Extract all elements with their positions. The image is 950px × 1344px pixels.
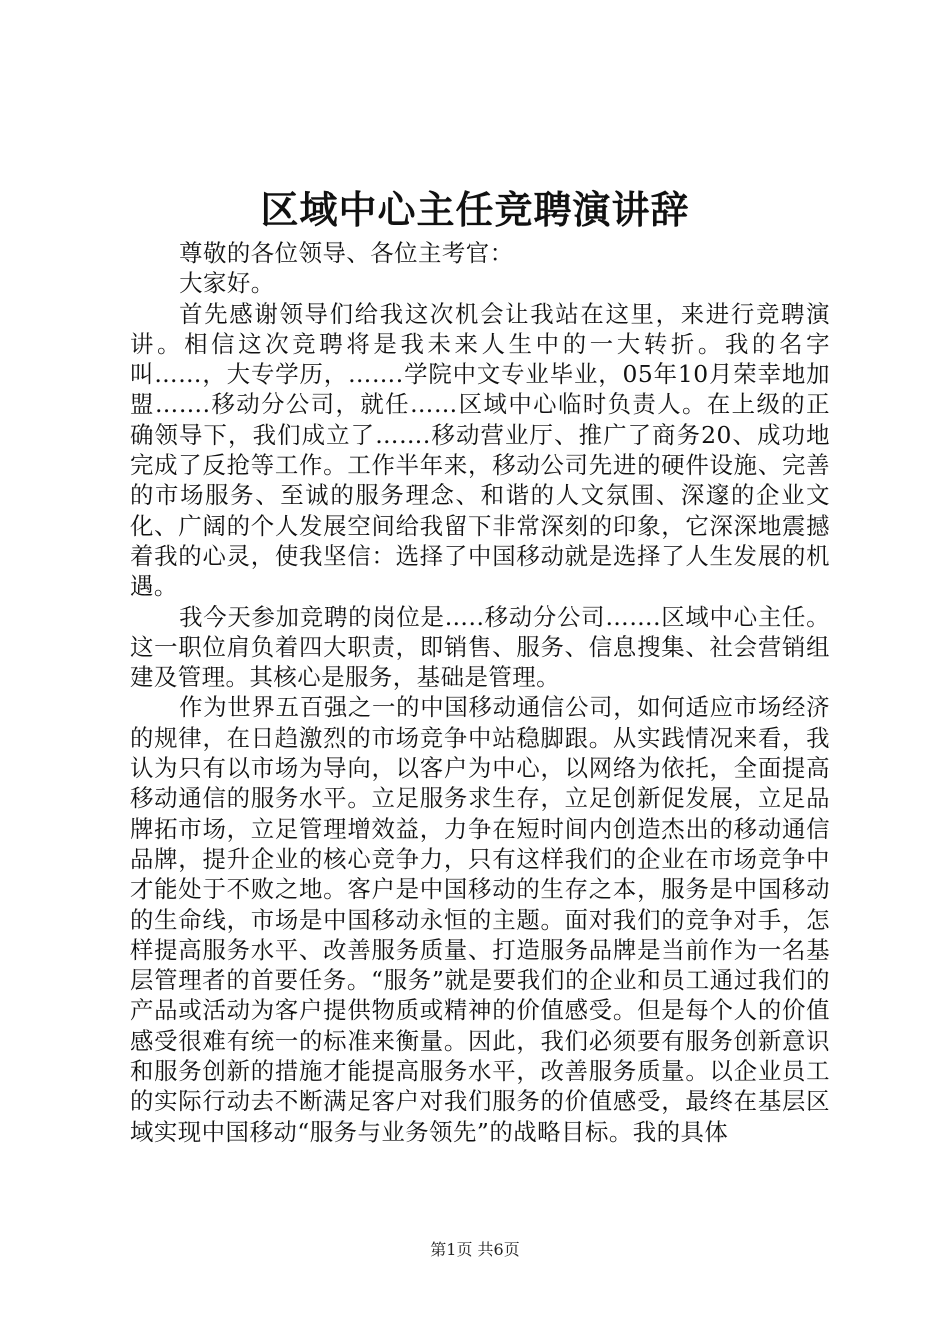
paragraph-position: 我今天参加竞聘的岗位是…..移动分公司…….区域中心主任。这一职位肩负着四大职责，即销售、服务、信息搜集、社会营销组建及管理。其核心是服务，基础是管理。 <box>130 602 830 692</box>
paragraph-introduction: 首先感谢领导们给我这次机会让我站在这里，来进行竞聘演讲。相信这次竞聘将是我未来人生中的一大转折。我的名字叫……，大专学历，…….学院中文专业毕业，05年10月荣幸地加盟…….移动分公司，就任……区域中心临时负责人。在上级的正确领导下，我们成立了…….移动营业厅、推广了商务20、成功地完成了反抢等工作。工作半年来，移动公司先进的硬件设施、完善的市场服务、至诚的服务理念、和谐的人文氛围、深邃的企业文化、广阔的个人发展空间给我留下非常深刻的印象，它深深地震撼着我的心灵，使我坚信：选择了中国移动就是选择了人生发展的机遇。 <box>130 299 830 601</box>
page-title: 区域中心主任竞聘演讲辞 <box>260 187 690 232</box>
document-body <box>130 238 830 1147</box>
page-footer: 第1页 共6页 <box>430 1240 520 1259</box>
paragraph-salutation: 尊敬的各位领导、各位主考官： <box>179 239 514 267</box>
paragraph-strategy: 作为世界五百强之一的中国移动通信公司，如何适应市场经济的规律，在日趋激烈的市场竞争中站稳脚跟。从实践情况来看，我认为只有以市场为导向，以客户为中心，以网络为依托，全面提高移动通信的服务水平。立足服务求生存，立足创新促发展，立足品牌拓市场，立足管理增效益，力争在短时间内创造杰出的移动通信品牌，提升企业的核心竞争力，只有这样我们的企业在市场竞争中才能处于不败之地。客户是中国移动的生存之本，服务是中国移动的生命线，市场是中国移动永恒的主题。面对我们的竞争对手，怎样提高服务水平、改善服务质量、打造服务品牌是当前作为一名基层管理者的首要任务。“服务”就是要我们的企业和员工通过我们的产品或活动为客户提供物质或精神的价值感受。但是每个人的价值感受很难有统一的标准来衡量。因此，我们必须要有服务创新意识和服务创新的措施才能提高服务水平，改善服务质量。以企业员工的实际行动去不断满足客户对我们服务的价值感受，最终在基层区域实现中国移动“服务与业务领先”的战略目标。我的具体 <box>130 693 830 1146</box>
paragraph-greeting: 大家好。 <box>179 269 275 298</box>
